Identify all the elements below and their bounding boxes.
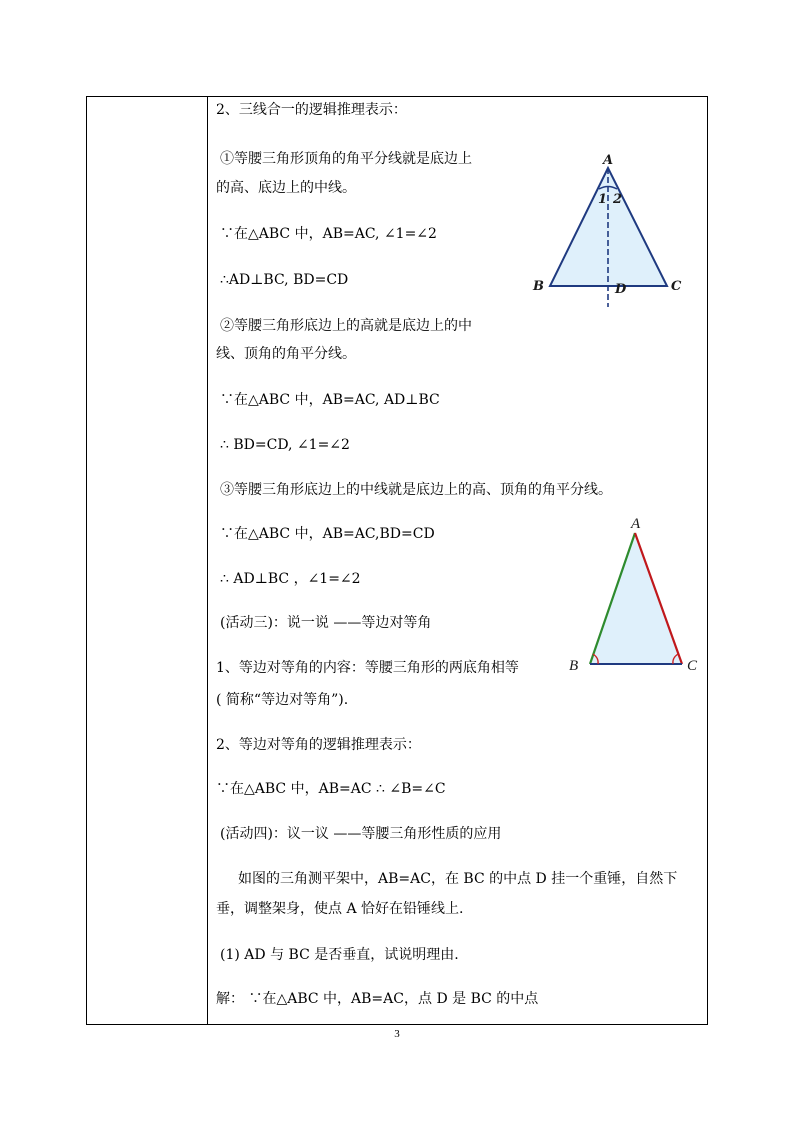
point-label-d: D bbox=[615, 282, 627, 297]
text-line: (1) AD 与 BC 是否垂直，试说明理由. bbox=[220, 947, 459, 963]
text-line: ②等腰三角形底边上的高就是底边上的中 bbox=[220, 318, 472, 334]
text-line: ∵在△ABC 中，AB=AC,BD=CD bbox=[220, 526, 435, 542]
text-line: ∴ AD⊥BC ，∠1=∠2 bbox=[220, 571, 361, 587]
text-line: 垂，调整架身，使点 A 恰好在铅锤线上. bbox=[216, 901, 464, 917]
text-line: ③等腰三角形底边上的中线就是底边上的高、顶角的角平分线。 bbox=[220, 482, 612, 498]
angle-label-2: 2 bbox=[613, 192, 623, 207]
text-line: 解： ∵在△ABC 中，AB=AC，点 D 是 BC 的中点 bbox=[216, 991, 539, 1007]
triangle-shape bbox=[590, 533, 682, 664]
activity-heading: (活动四)：议一议 ——等腰三角形性质的应用 bbox=[220, 826, 502, 842]
text-line: ∴AD⊥BC, BD=CD bbox=[220, 272, 349, 288]
text-line: ( 简称“等边对等角”). bbox=[216, 692, 349, 708]
triangle-figure-base-angles bbox=[565, 512, 710, 677]
text-line: ∵在△ABC 中，AB=AC, ∠1=∠2 bbox=[220, 226, 437, 242]
text-line: ∵在△ABC 中，AB=AC ∴ ∠B=∠C bbox=[216, 781, 446, 797]
vertex-label-c: C bbox=[671, 279, 682, 294]
vertex-label-b: B bbox=[533, 279, 544, 294]
page-number: 3 bbox=[394, 1028, 400, 1040]
text-line: 2、等边对等角的逻辑推理表示： bbox=[216, 737, 421, 753]
vertex-label-b: B bbox=[569, 658, 579, 674]
vertex-label-c: C bbox=[687, 658, 698, 674]
text-line: ∵在△ABC 中，AB=AC, AD⊥BC bbox=[220, 392, 440, 408]
vertex-label-a: A bbox=[631, 516, 641, 532]
text-line: ∴ BD=CD, ∠1=∠2 bbox=[220, 437, 350, 453]
activity-heading: (活动三)：说一说 ——等边对等角 bbox=[220, 615, 432, 631]
triangle-figure-bisector bbox=[520, 145, 700, 310]
text-line: 线、顶角的角平分线。 bbox=[216, 346, 356, 362]
text-line: 如图的三角测平架中，AB=AC，在 BC 的中点 D 挂一个重锤，自然下 bbox=[238, 871, 678, 887]
angle-label-1: 1 bbox=[598, 192, 608, 207]
text-line: 1、等边对等角的内容：等腰三角形的两底角相等 bbox=[216, 660, 519, 676]
column-divider bbox=[207, 96, 208, 1025]
text-line: 的高、底边上的中线。 bbox=[216, 180, 356, 196]
vertex-label-a: A bbox=[603, 153, 614, 168]
text-line: 2、三线合一的逻辑推理表示： bbox=[216, 102, 407, 118]
text-line: ①等腰三角形顶角的角平分线就是底边上 bbox=[220, 151, 472, 167]
